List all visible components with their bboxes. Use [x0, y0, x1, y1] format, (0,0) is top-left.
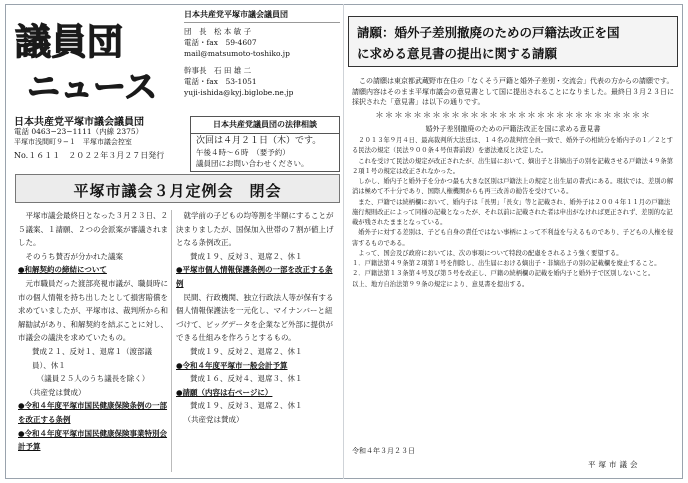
logo-line1: 議員団 — [15, 22, 124, 63]
petition-intro — [352, 76, 674, 108]
col1-paragraph: 元市職員だった渡部亮視市議が、職員時に市の個人情報を持ち出したとして損害賠償を求めていましたが、平塚市は、裁判所から和解勧試があり、和解契約を結ぶことに対し、市議会の議決を求めていたもの。 — [18, 278, 168, 343]
resolution-paragraph: これを受けて民法の規定が改正されたが、出生届において、嫡出子と非嫡出子の別を記載させる戸籍法４９条第２項１号の規定は改正されなかった。 — [352, 157, 674, 175]
petition-intro-text: この請願は東京都武蔵野市在住の「なくそう戸籍と婚外子差別・交流会」代表の方からの請願です。請願内容はそのまま平塚市議会の意見書として国に提出されることになりました。最終日３月２３日に採択された「意見書」は以下の通りです。 — [352, 77, 674, 107]
session-banner — [15, 174, 340, 203]
col2-paragraph: 就学前の子どもの均等割を半額にすることが決まりましたが、国保加入世帯の７割が値上げとなる条例改正。 — [176, 211, 334, 248]
resolution-item: 以上、地方自治法第９９条の規定により、意見書を提出する。 — [352, 280, 529, 288]
col1-paragraph: （議員２５人のうち議長を除く） — [36, 374, 150, 384]
resolution-item: ２．戸籍法第１３条第４号及び第５号を改正し、戸籍の続柄欄の記載を婚内子と婚外子で区別しないこと。 — [352, 270, 655, 278]
consultation-heading: 日本共産党議員団の法律相談 — [191, 117, 339, 134]
resolution-paragraph: よって、国会及び政府においては、次の事項について特段の配慮をされるよう強く要望する。 — [358, 249, 623, 257]
col1-paragraph: そのうち賛否が分かれた議案 — [25, 251, 123, 261]
resolution-item: １．戸籍法第４９条第２項第１号を削除し、出生届における嫡出子・非嫡出子の別の記載欄を廃止すること。 — [352, 260, 661, 267]
col1-vote-result: 賛成２１、反対１、退席１（渡部議員）、休１ — [32, 346, 152, 370]
member-secretary-phone: 電話・fax 53-1051 — [184, 77, 257, 86]
issue-number-date: No.１６１１ ２０２２年３月２７日発行 — [14, 151, 165, 160]
col2-vote-result: 賛成１９、反対２、退席２、休１ — [190, 346, 303, 356]
resolution-title: 婚外子差別撤廃のための戸籍法改正を国に求める意見書 — [425, 125, 601, 133]
petition-headline-line2: に求める意見書の提出に関する請願 — [357, 46, 558, 61]
consultation-body — [191, 134, 339, 171]
member-leader-phone: 電話・fax 59-4607 — [184, 38, 257, 47]
logo-line2: ニュース — [27, 67, 158, 106]
col1-heading: ●和解契約の締結について — [18, 265, 107, 275]
member-leader-name: 団 長 松 本 敏 子 — [184, 27, 252, 36]
col1-heading: ●令和４年度平塚市国民健康保険事業特別会計予算 — [18, 428, 168, 452]
consultation-time: 午後４時〜６時 （要予約） — [196, 148, 290, 157]
col2-heading: ●令和４年度平塚市一般会計予算 — [176, 360, 288, 370]
page-fold-divider — [343, 4, 344, 479]
consultation-contact: 議員団にお問い合わせください。 — [196, 159, 309, 168]
col2-vote-result: 賛成１９、反対３、退席２、休１ — [190, 401, 303, 411]
left-article-column-1 — [18, 209, 168, 477]
col2-paragraph: 民間、行政機関、独立行政法人等が保有する個人情報保護法を一元化し、マイナンバーと紐づけて、ビッグデータを企業など外部に提供ができる仕組みを作ろうとするもの。 — [176, 292, 334, 343]
resolution-paragraph: しかし、婚内子と婚外子を分かつ最も大きな区別は戸籍法上の規定と出生届の書式にある。現状では、差別の解消は極めて不十分であり、国際人権機関からも再三改善の勧告を受けている。 — [352, 178, 674, 196]
star-separator: ＊＊＊＊＊＊＊＊＊＊＊＊＊＊＊＊＊＊＊＊＊＊＊＊＊＊＊＊＊ — [375, 111, 651, 121]
resolution-paragraph: ２０１３年９月４日、最高裁判所大法廷は、１４名の裁判官全員一致で、婚外子の相続分を婚内子の１／２とする民法の規定（民法９００条４号但書前段）を憲法違反と決定した。 — [352, 137, 674, 155]
col2-vote-result: 賛成１９、反対３、退席２、休１ — [190, 251, 303, 261]
col1-paragraph: （共産党は賛成） — [25, 387, 86, 397]
party-phone: 電話 0463−23−1111（内線 2375） — [14, 127, 144, 136]
petition-headline-box — [348, 16, 678, 67]
member-secretary-name: 幹事長 石 田 雄 二 — [184, 66, 252, 75]
party-address: 平塚市浅間町９−１ 平塚市議会控室 — [14, 138, 132, 146]
consultation-next-date: 次回は４月２１日（木）です。 — [196, 136, 322, 146]
left-article-column-2 — [176, 209, 338, 477]
member-secretary-email[interactable]: yuji-ishida@kyj.biglobe.ne.jp — [184, 88, 294, 97]
col2-paragraph: （共産党は賛成） — [183, 414, 244, 424]
member-leader-email[interactable]: mail@matsumoto-toshiko.jp — [184, 49, 290, 58]
resolution-paragraph: また、戸籍では続柄欄において、婚内子は「長男」「長女」等と記載され、婚外子は２００４年１１月の戸籍法施行規則改正によって同様の記載となったが、それ以前に記載された者は申出がなければ更正されず、差別的な記載が残されたままとなっている。 — [352, 198, 673, 226]
members-title: 日本共産党平塚市議会議員団 — [184, 9, 340, 23]
party-name: 日本共産党平塚市議会議員団 — [14, 117, 144, 128]
members-contact-block — [184, 9, 340, 98]
newsletter-logo — [11, 14, 179, 106]
legal-consultation-box — [190, 116, 340, 172]
petition-headline-line1: 請願：婚外子差別撤廃のための戸籍法改正を国 — [357, 25, 620, 40]
resolution-signature: 平塚市議会 — [588, 460, 641, 469]
resolution-date: 令和４年３月２３日 — [352, 447, 415, 455]
resolution-paragraph: 婚外子に対する差別は、子ども自身の責任ではない事柄によって不利益を与えるものであり、子どもの人権を侵害するものである。 — [352, 229, 674, 247]
resolution-body — [352, 136, 674, 446]
column-divider — [171, 210, 172, 472]
session-banner-title: 平塚市議会３月定例会 閉会 — [73, 182, 282, 200]
logo-graphic — [11, 14, 179, 106]
col1-paragraph: 平塚市議会最終日となった３月２３日、２５議案、１請願、２つの会派案が審議されました。 — [18, 211, 168, 248]
col1-heading: ●令和４年度平塚市国民健康保険条例の一部を改正する条例 — [18, 401, 168, 424]
col2-vote-result: 賛成１６、反対４、退席３、休１ — [190, 374, 303, 384]
col2-heading: ●請願（内容は右ページに） — [176, 387, 273, 397]
col2-heading: ●平塚市個人情報保護条例の一部を改正する条例 — [176, 265, 333, 288]
